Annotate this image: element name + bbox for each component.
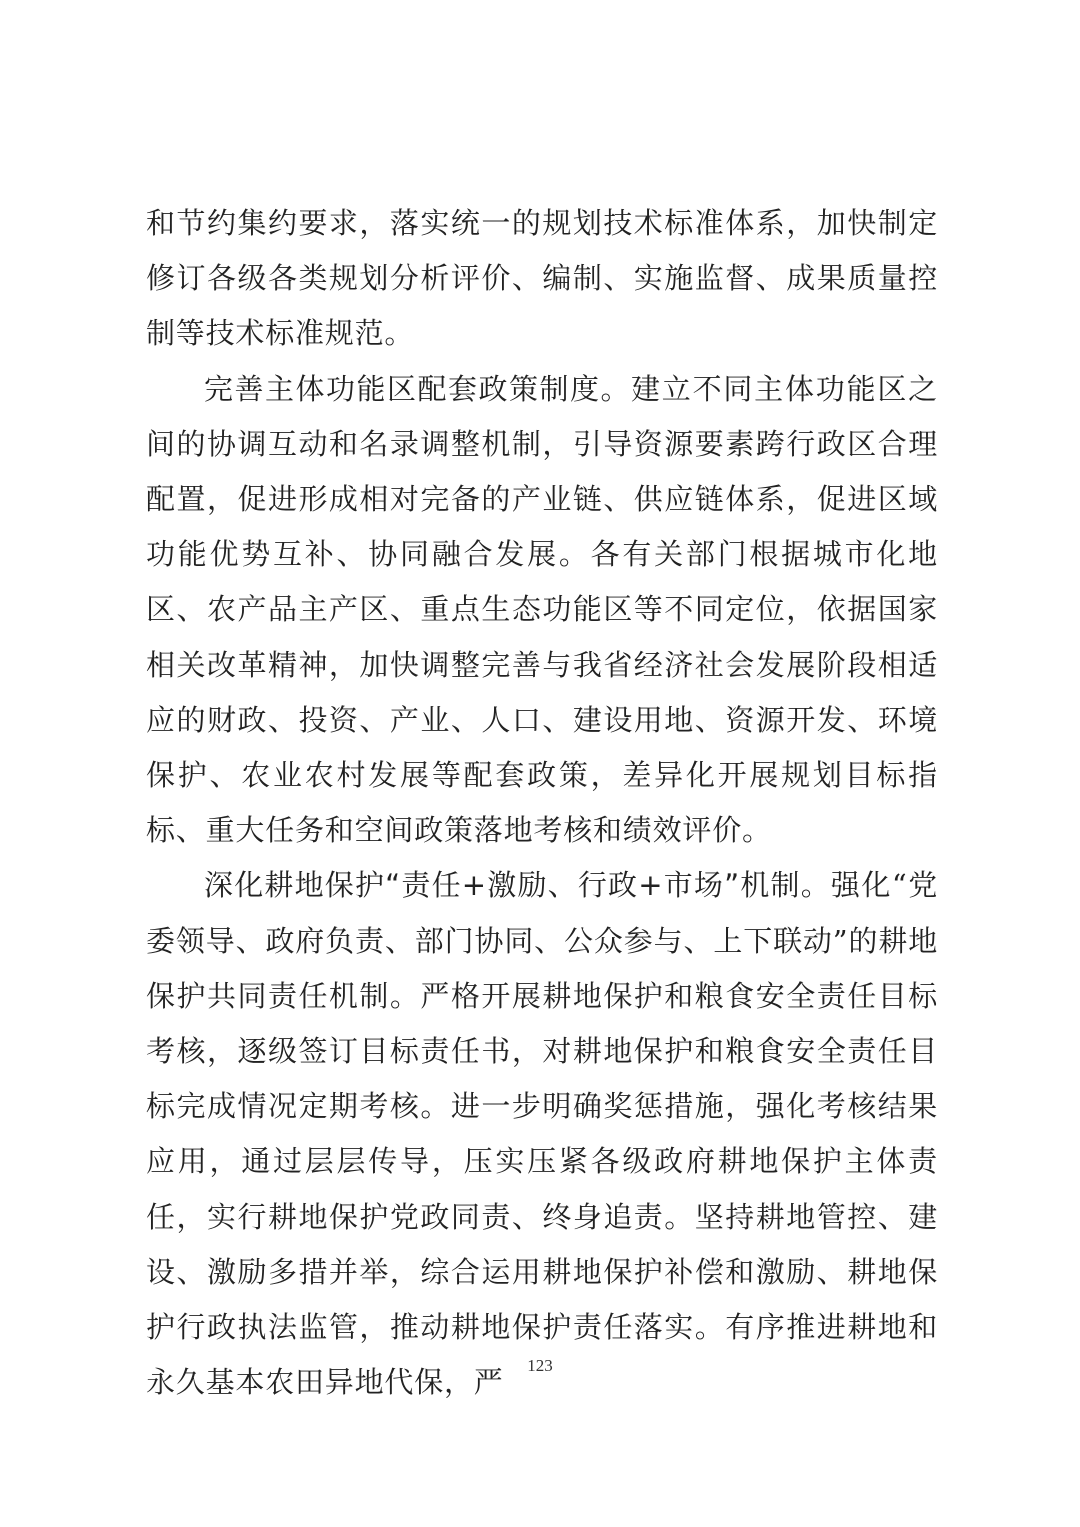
paragraph-text: 建立不同主体功能区之间的协调互动和名录调整机制，引导资源要素跨行政区合理配置，促进形成相对完备的产业链、供应链体系，促进区域功能优势互补、协同融合发展。各有关部门根据城市化地区、农产品主产区、重点生态功能区等不同定位，依据国家相关改革精神，加快调整完善与我省经济社会发展阶段相适应的财政、投资、产业、人口、建设用地、资源开发、环境保护、农业农村发展等配套政策，差异化开展规划目标指标、重大任务和空间政策落地考核和绩效评价。 — [146, 371, 938, 848]
paragraph-farmland-protection — [146, 858, 938, 1410]
paragraph-text: 强化“党委领导、政府负责、部门协同、公众参与、上下联动”的耕地保护共同责任机制。严格开展耕地保护和粮食安全责任目标考核，逐级签订目标责任书，对耕地保护和粮食安全责任目标完成情况定期考核。进一步明确奖惩措施，强化考核结果应用，通过层层传导，压实压紧各级政府耕地保护主体责任，实行耕地保护党政同责、终身追责。坚持耕地管控、建设、激励多措并举，综合运用耕地保护补偿和激励、耕地保护行政执法监管，推动耕地保护责任落实。有序推进耕地和永久基本农田异地代保，严 — [146, 868, 938, 1400]
body-text — [146, 196, 938, 1410]
paragraph-lead-heading: 深化耕地保护“责任+激励、行政+市场”机制。 — [204, 868, 831, 903]
paragraph-functional-zone-policy — [146, 362, 938, 859]
page-number: 123 — [527, 1356, 553, 1375]
paragraph-lead-heading: 完善主体功能区配套政策制度。 — [204, 371, 631, 406]
paragraph-continued — [146, 196, 938, 362]
paragraph-text: 和节约集约要求，落实统一的规划技术标准体系，加快制定修订各级各类规划分析评价、编制、实施监督、成果质量控制等技术标准规范。 — [146, 206, 938, 351]
